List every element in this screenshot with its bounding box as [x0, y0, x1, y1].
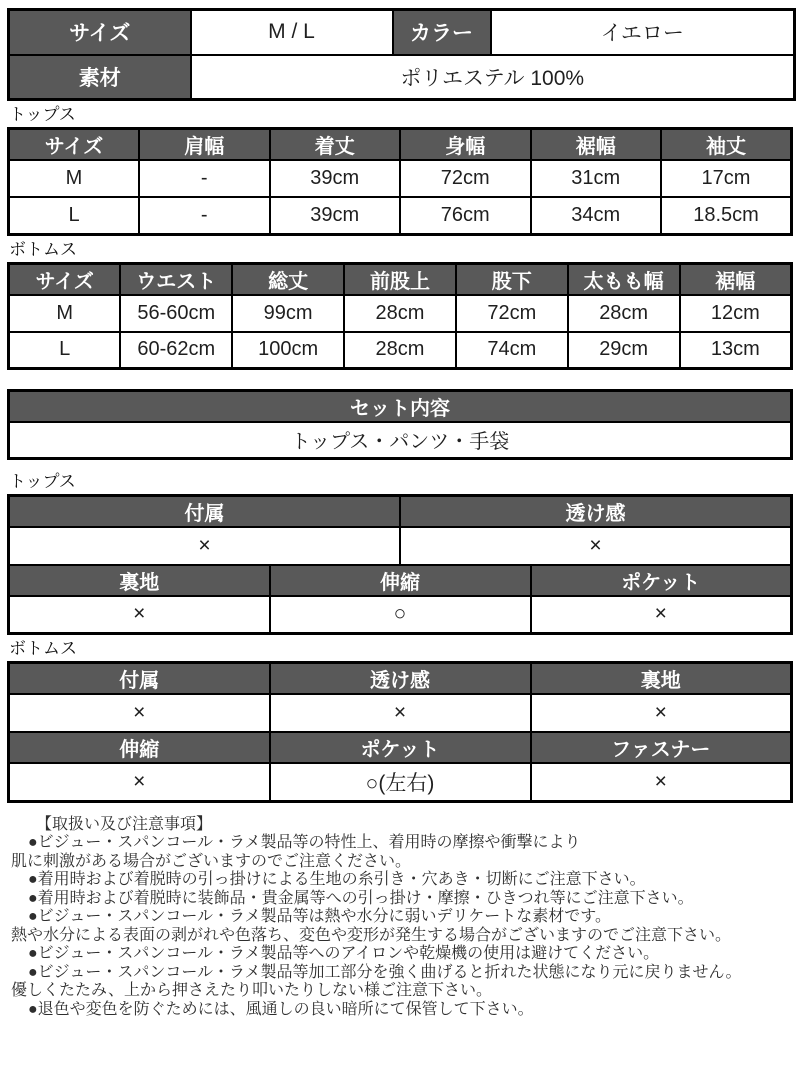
- data-cell: 72cm: [456, 295, 568, 332]
- note-item: 熱や水分による表面の剥がれや色落ち、変色や変形が発生する場合がございますのでご注意下さい。: [11, 926, 732, 944]
- product-spec-table: [7, 8, 796, 101]
- set-contents-header: セット内容: [9, 391, 792, 423]
- column-header: サイズ: [9, 129, 140, 161]
- note-item: 優しくたたみ、上から押さえたり叩いたりしない様ご注意下さい。: [11, 982, 492, 999]
- attribute-value: ×: [9, 763, 270, 801]
- table-row: [9, 763, 792, 801]
- tops-size-section-title: トップス: [9, 105, 76, 124]
- attribute-header: 透け感: [400, 495, 792, 527]
- data-cell: 39cm: [270, 197, 401, 234]
- note-item: ●着用時および着脱時に装飾品・貴金属等への引っ掛け・摩擦・ひきつれ等にご注意下さい。: [28, 889, 694, 907]
- data-cell: L: [9, 197, 140, 234]
- header-row: [9, 732, 792, 763]
- data-cell: 17cm: [661, 160, 792, 197]
- data-cell: 39cm: [270, 160, 401, 197]
- header-row: [9, 391, 792, 423]
- data-cell: 72cm: [400, 160, 531, 197]
- data-cell: M: [9, 160, 140, 197]
- data-cell: M: [9, 295, 121, 332]
- column-header: 身幅: [400, 129, 531, 161]
- note-item: ●退色や変色を防ぐためには、風通しの良い暗所にて保管して下さい。: [28, 1000, 534, 1018]
- data-cell: 18.5cm: [661, 197, 792, 234]
- table-row: [9, 527, 792, 565]
- data-cell: 28cm: [344, 332, 456, 369]
- column-header: 肩幅: [139, 129, 270, 161]
- bottoms-size-table: [7, 262, 793, 371]
- note-item: ●ビジュー・スパンコール・ラメ製品等の特性上、着用時の摩擦や衝撃により: [28, 834, 581, 851]
- data-cell: 76cm: [400, 197, 531, 234]
- column-header: 前股上: [344, 263, 456, 295]
- attribute-value: ×: [9, 527, 401, 565]
- attribute-header: 付属: [9, 495, 401, 527]
- attribute-value: ○: [270, 596, 531, 634]
- attribute-value: ×: [270, 694, 531, 732]
- data-cell: 28cm: [344, 295, 456, 332]
- data-cell: 13cm: [680, 332, 792, 369]
- handling-notes: [11, 816, 793, 1020]
- note-item: ●ビジュー・スパンコール・ラメ製品等加工部分を強く曲げると折れた状態になり元に戻りません。: [28, 963, 742, 981]
- column-header: 裾幅: [531, 129, 662, 161]
- data-cell: 99cm: [232, 295, 344, 332]
- data-cell: 29cm: [568, 332, 680, 369]
- column-header: 股下: [456, 263, 568, 295]
- data-cell: 60-62cm: [120, 332, 232, 369]
- column-header: 裾幅: [680, 263, 792, 295]
- data-cell: -: [139, 197, 270, 234]
- attribute-value: ×: [9, 694, 270, 732]
- data-cell: -: [139, 160, 270, 197]
- header-row: [9, 263, 792, 295]
- attribute-value: ×: [400, 527, 792, 565]
- data-cell: 28cm: [568, 295, 680, 332]
- attribute-header: ポケット: [531, 565, 792, 596]
- header-row: [9, 495, 792, 527]
- table-row: [9, 694, 792, 732]
- attribute-header: 裏地: [9, 565, 270, 596]
- notes-title: 【取扱い及び注意事項】: [36, 815, 213, 833]
- column-header: ウエスト: [120, 263, 232, 295]
- table-row: [9, 55, 795, 100]
- size-value: M / L: [191, 10, 393, 55]
- table-row: [9, 596, 792, 634]
- attribute-value: ×: [531, 596, 792, 634]
- attribute-header: 伸縮: [9, 732, 270, 763]
- table-row: [9, 197, 792, 234]
- header-row: [9, 663, 792, 695]
- note-item: ●ビジュー・スパンコール・ラメ製品等は熱や水分に弱いデリケートな素材です。: [28, 908, 611, 925]
- attribute-value: ×: [9, 596, 270, 634]
- attribute-header: 裏地: [531, 663, 792, 695]
- column-header: サイズ: [9, 263, 121, 295]
- column-header: 総丈: [232, 263, 344, 295]
- header-row: [9, 129, 792, 161]
- attribute-value: ×: [531, 694, 792, 732]
- tops-attributes-section-title: トップス: [9, 471, 76, 491]
- column-header: 袖丈: [661, 129, 792, 161]
- material-label: 素材: [9, 55, 191, 100]
- bottoms-attributes-table: [7, 661, 793, 803]
- tops-attributes-table: [7, 494, 793, 636]
- header-row: [9, 565, 792, 596]
- note-item: ●着用時および着脱時の引っ掛けによる生地の糸引き・穴あき・切断にご注意下さい。: [28, 871, 646, 888]
- note-item: 肌に刺激がある場合がございますのでご注意ください。: [11, 852, 412, 870]
- column-header: 着丈: [270, 129, 401, 161]
- table-row: [9, 422, 792, 458]
- attribute-header: ポケット: [270, 732, 531, 763]
- table-row: [9, 10, 795, 55]
- color-label: カラー: [393, 10, 491, 55]
- attribute-header: 伸縮: [270, 565, 531, 596]
- attribute-header: ファスナー: [531, 732, 792, 763]
- data-cell: 31cm: [531, 160, 662, 197]
- data-cell: 56-60cm: [120, 295, 232, 332]
- material-value: ポリエステル 100%: [191, 55, 795, 100]
- color-value: イエロー: [491, 10, 795, 55]
- bottoms-attributes-section-title: ボトムス: [9, 639, 77, 658]
- column-header: 太もも幅: [568, 263, 680, 295]
- attribute-value: ×: [531, 763, 792, 801]
- table-row: [9, 332, 792, 369]
- data-cell: L: [9, 332, 121, 369]
- attribute-header: 付属: [9, 663, 270, 695]
- data-cell: 100cm: [232, 332, 344, 369]
- data-cell: 12cm: [680, 295, 792, 332]
- tops-size-table: [7, 127, 793, 236]
- note-item: ●ビジュー・スパンコール・ラメ製品等へのアイロンや乾燥機の使用は避けてください。: [28, 945, 660, 962]
- data-cell: 74cm: [456, 332, 568, 369]
- set-contents-value: トップス・パンツ・手袋: [9, 422, 792, 458]
- attribute-value: ○(左右): [270, 763, 531, 801]
- size-label: サイズ: [9, 10, 191, 55]
- table-row: [9, 295, 792, 332]
- attribute-header: 透け感: [270, 663, 531, 695]
- table-row: [9, 160, 792, 197]
- set-contents-table: [7, 389, 793, 460]
- data-cell: 34cm: [531, 197, 662, 234]
- bottoms-size-section-title: ボトムス: [9, 239, 77, 259]
